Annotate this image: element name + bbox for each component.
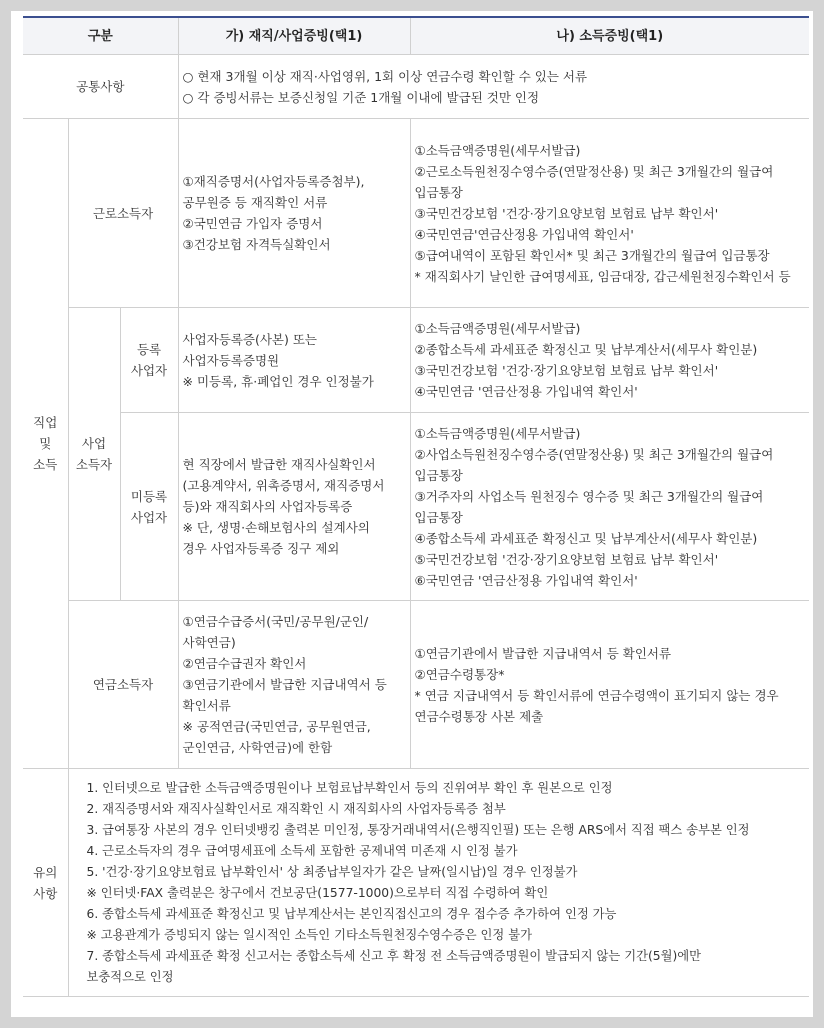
guarantee-documents-table [23, 16, 809, 997]
registered-employment-proof: 사업자등록증(사본) 또는 사업자등록증명원 ※ 미등록, 휴·폐업인 경우 인정불가 [178, 308, 410, 413]
note-line: 6. 종합소득세 과세표준 확정신고 및 납부계산서는 본인직접신고의 경우 접수증 추가하여 인정 가능 [86, 906, 617, 921]
note-line: 7. 종합소득세 과세표준 확정 신고서는 종합소득세 신고 후 확정 전 소득금액증명원이 발급되지 않는 기간(5월)에만 [86, 948, 702, 963]
note-line: 1. 인터넷으로 발급한 소득금액증명원이나 보험료납부확인서 등의 진위여부 확인 후 원본으로 인정 [86, 780, 613, 795]
common-line: ○ 현재 3개월 이상 재직·사업영위, 1회 이상 연금수령 확인할 수 있는 서류 [182, 68, 588, 84]
note-line: 5. '건강·장기요양보험료 납부확인서' 상 최종납부일자가 같은 날짜(일시납)일 경우 인정불가 [86, 864, 578, 879]
document-frame [11, 11, 813, 1017]
unregistered-business-label: 미등록 사업자 [120, 413, 178, 601]
registered-income-proof: ①소득금액증명원(세무서발급) ②종합소득세 과세표준 확정신고 및 납부계산서(세무사 확인분) ③국민건강보험 '건강·장기요양보험 보험료 납부 확인서' ④국민연금 '연금산정용 가입내역 확인서' [410, 308, 809, 413]
note-line: 보충적으로 인정 [86, 969, 174, 984]
pension-label: 연금소득자 [68, 601, 178, 769]
note-line: 2. 재직증명서와 재직사실확인서로 재직확인 시 재직회사의 사업자등록증 첨부 [86, 801, 506, 816]
employee-income-proof: ①소득금액증명원(세무서발급) ②근로소득원천징수영수증(연말정산용) 및 최근 3개월간의 월급여 입금통장 ③국민건강보험 '건강·장기요양보험 보험료 납부 확인서' ④국민연금'연금산정용 가입내역 확인서' ⑤급여내역이 포함된 확인서* 및 최근 3개월간의 월급여 입금통장 * 재직회사기 날인한 급여명세표, 임금대장, 갑근세원천징수확인서 등 [410, 119, 809, 308]
pension-income-proof: ①연금기관에서 발급한 지급내역서 등 확인서류 ②연금수령통장* * 연금 지급내역서 등 확인서류에 연금수령액이 표기되지 않는 경우 연금수령통장 사본 제출 [410, 601, 809, 769]
common-row [23, 55, 809, 119]
pension-row [23, 601, 809, 769]
header-income-proof: 나) 소득증빙(택1) [410, 17, 809, 55]
unregistered-business-row [23, 413, 809, 601]
note-line: ※ 고용관계가 증빙되지 않는 일시적인 소득인 기타소득원천징수영수증은 인정 불가 [86, 927, 532, 942]
note-line: ※ 인터넷·FAX 출력분은 창구에서 건보공단(1577-1000)으로부터 직접 수령하여 확인 [86, 885, 549, 900]
notes-row [23, 769, 809, 997]
note-line: 4. 근로소득자의 경우 급여명세표에 소득세 포함한 공제내역 미존재 시 인정 불가 [86, 843, 518, 858]
header-employment-proof: 가) 재직/사업증빙(택1) [178, 17, 410, 55]
table-header-row [23, 17, 809, 55]
notes-content [68, 769, 809, 997]
common-content [178, 55, 809, 119]
employee-label: 근로소득자 [68, 119, 178, 308]
common-line: ○ 각 증빙서류는 보증신청일 기준 1개월 이내에 발급된 것만 인정 [182, 89, 540, 105]
unregistered-income-proof: ①소득금액증명원(세무서발급) ②사업소득원천징수영수증(연말정산용) 및 최근 3개월간의 월급여 입금통장 ③거주자의 사업소득 원천징수 영수증 및 최근 3개월간의 월급여 입금통장 ④종합소득세 과세표준 확정신고 및 납부계산서(세무사 확인분) ⑤국민건강보험 '건강·장기요양보험 보험료 납부 확인서' ⑥국민연금 '연금산정용 가입내역 확인서' [410, 413, 809, 601]
note-line: 3. 급여통장 사본의 경우 인터넷뱅킹 출력본 미인정, 통장거래내역서(은행직인필) 또는 은행 ARS에서 직접 팩스 송부본 인정 [86, 822, 750, 837]
registered-business-label: 등록 사업자 [120, 308, 178, 413]
unregistered-employment-proof: 현 직장에서 발급한 재직사실확인서 (고용계약서, 위촉증명서, 재직증명서 등)와 재직회사의 사업자등록증 ※ 단, 생명·손해보험사의 설계사의 경우 사업자등록증 징구 제외 [178, 413, 410, 601]
business-income-label: 사업 소득자 [68, 308, 120, 601]
common-label: 공통사항 [23, 55, 178, 119]
employee-row [23, 119, 809, 308]
job-income-group-label: 직업 및 소득 [23, 119, 68, 769]
pension-employment-proof: ①연금수급증서(국민/공무원/군인/ 사학연금) ②연금수급권자 확인서 ③연금기관에서 발급한 지급내역서 등 확인서류 ※ 공적연금(국민연금, 공무원연금, 군인연금, 사학연금)에 한함 [178, 601, 410, 769]
employee-employment-proof: ①재직증명서(사업자등록증첨부), 공무원증 등 재직확인 서류 ②국민연금 가입자 증명서 ③건강보험 자격득실확인서 [178, 119, 410, 308]
header-category: 구분 [23, 17, 178, 55]
registered-business-row [23, 308, 809, 413]
notes-label: 유의 사항 [23, 769, 68, 997]
